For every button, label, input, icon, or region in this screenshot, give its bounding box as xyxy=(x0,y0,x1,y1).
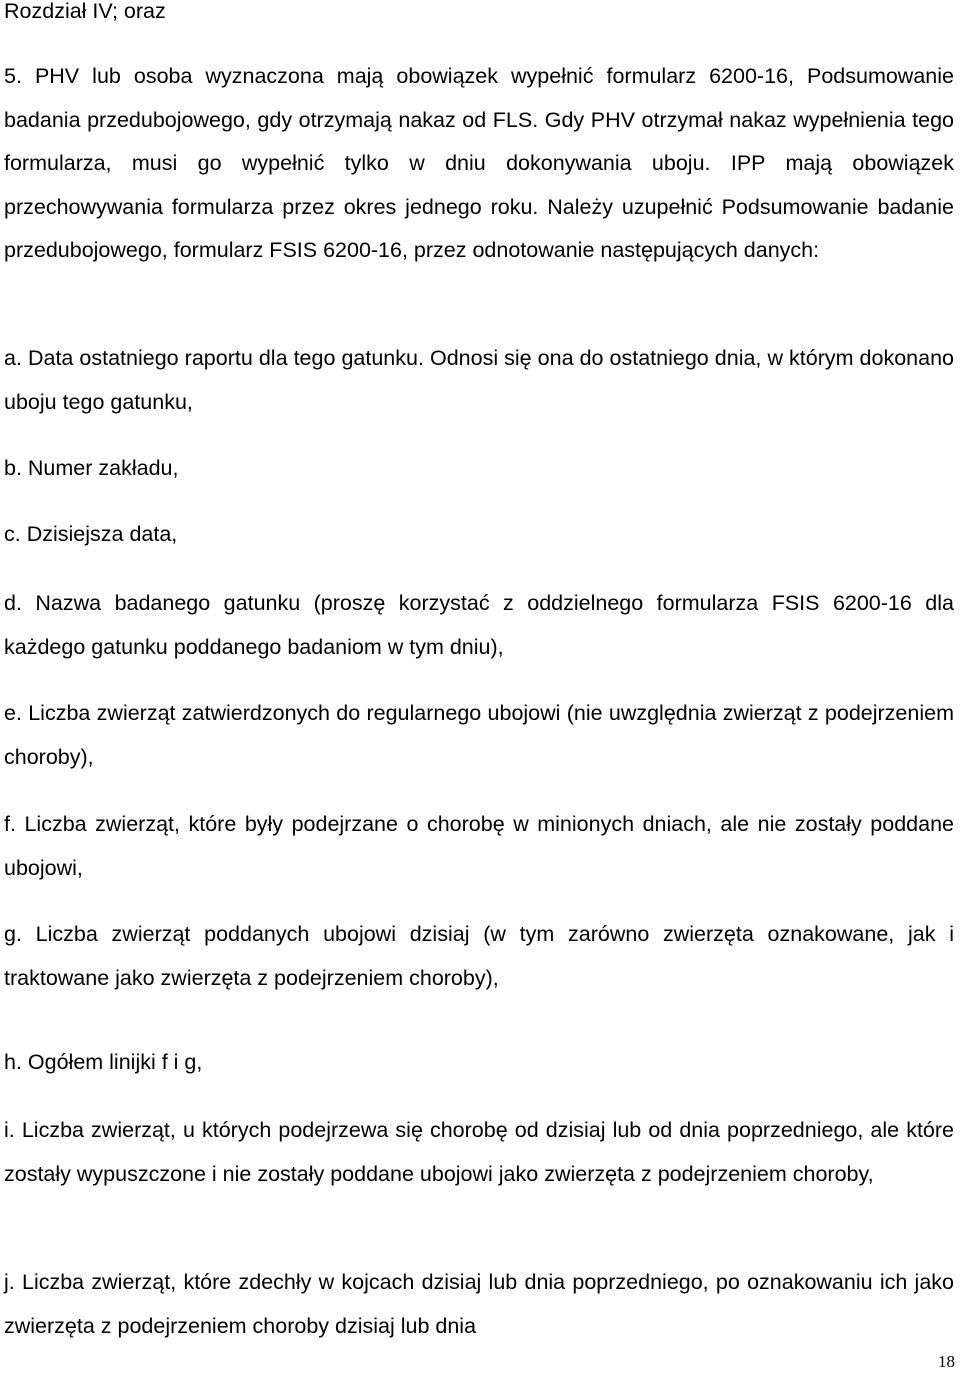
list-item-h: h. Ogółem linijki f i g, xyxy=(4,1050,203,1074)
list-item-b: b. Numer zakładu, xyxy=(4,456,179,480)
list-item-a: a. Data ostatniego raportu dla tego gatunku. Odnosi się ona do ostatniego dnia, w którym dokonano uboju tego gatunku, xyxy=(4,346,954,414)
page-number: 18 xyxy=(938,1352,955,1371)
list-item-i: i. Liczba zwierząt, u których podejrzewa się chorobę od dzisiaj lub od dnia poprzedniego, ale które zostały wypuszczone i nie zostały poddane ubojowi jako zwierzęta z podejrzeniem choroby, xyxy=(4,1118,954,1186)
list-item-d: d. Nazwa badanego gatunku (proszę korzystać z oddzielnego formularza FSIS 6200-16 dla każdego gatunku poddanego badaniom w tym dniu), xyxy=(4,591,954,659)
list-item-e: e. Liczba zwierząt zatwierdzonych do regularnego ubojowi (nie uwzględnia zwierząt z podejrzeniem choroby), xyxy=(4,701,954,769)
list-item-g: g. Liczba zwierząt poddanych ubojowi dzisiaj (w tym zarówno zwierzęta oznakowane, jak i traktowane jako zwierzęta z podejrzeniem choroby), xyxy=(4,922,954,990)
paragraph-5: 5. PHV lub osoba wyznaczona mają obowiązek wypełnić formularz 6200-16, Podsumowanie badania przedubojowego, gdy otrzymają nakaz od FLS. Gdy PHV otrzymał nakaz wypełnienia tego formularza, musi go wypełnić tylko w dniu dokonywania uboju. IPP mają obowiązek przechowywania formularza przez okres jednego roku. Należy uzupełnić Podsumowanie badanie przedubojowego, formularz FSIS 6200-16, przez odnotowanie następujących danych: xyxy=(4,64,954,262)
list-item-c: c. Dzisiejsza data, xyxy=(4,522,178,546)
document-page xyxy=(4,0,954,1373)
list-item-j: j. Liczba zwierząt, które zdechły w kojcach dzisiaj lub dnia poprzedniego, po oznakowaniu ich jako zwierzęta z podejrzeniem choroby dzisiaj lub dnia xyxy=(4,1270,954,1338)
list-item-f: f. Liczba zwierząt, które były podejrzane o chorobę w minionych dniach, ale nie zostały poddane ubojowi, xyxy=(4,812,954,880)
heading-line: Rozdział IV; oraz xyxy=(4,0,166,23)
